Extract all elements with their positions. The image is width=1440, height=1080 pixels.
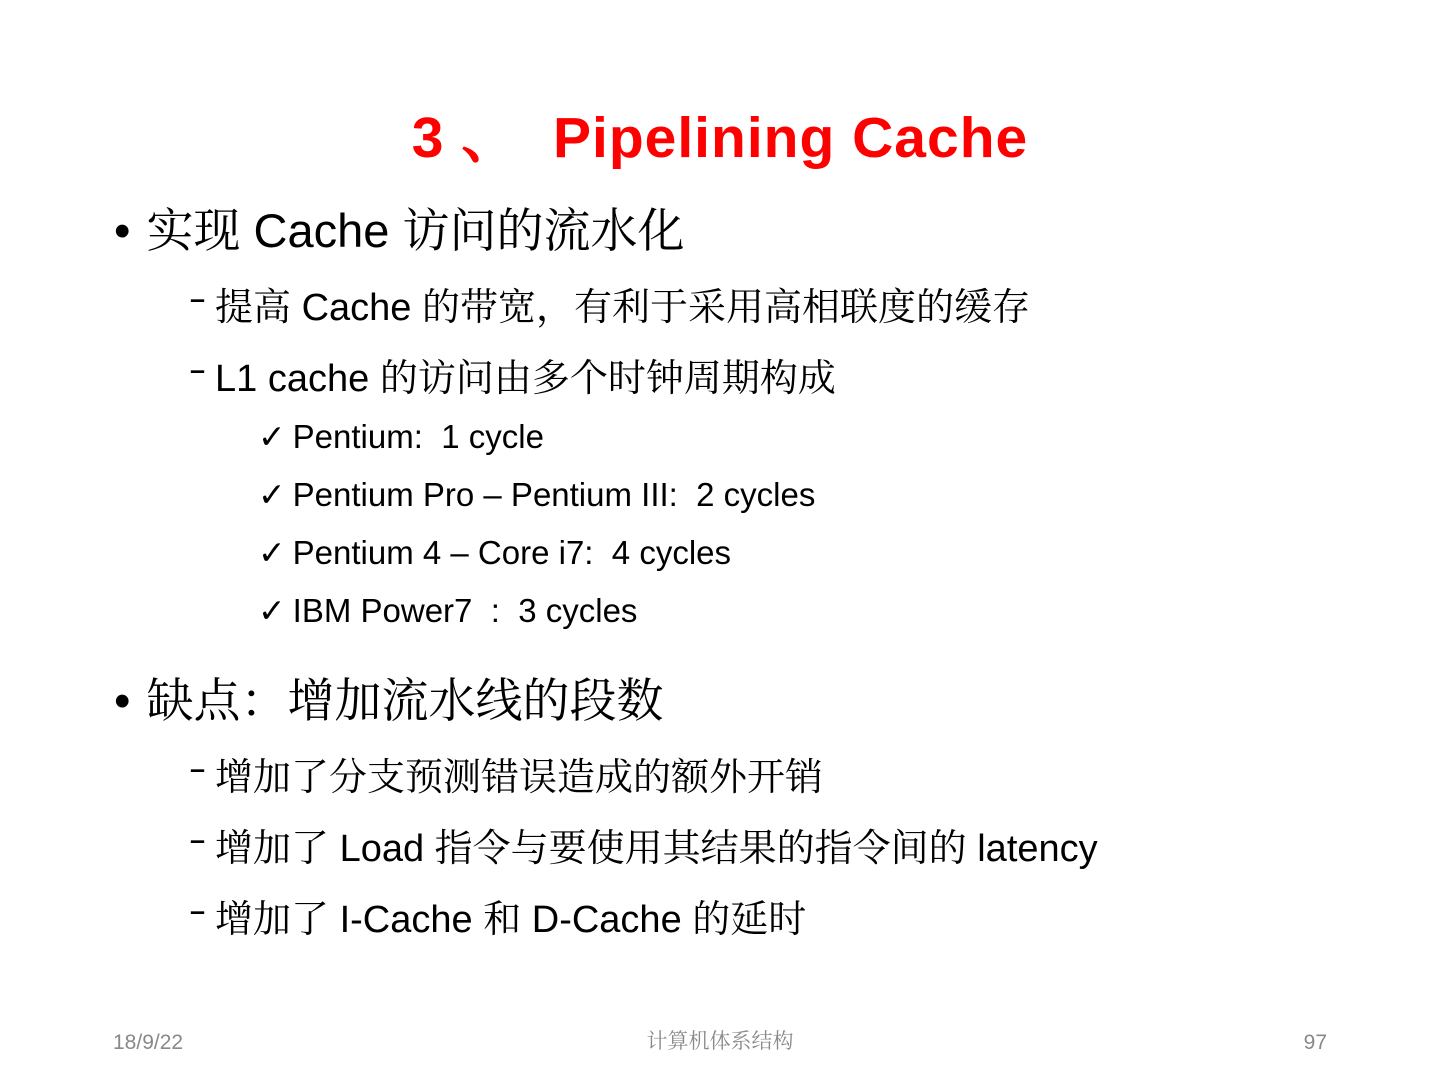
bullet-dot-icon: • [114,204,131,257]
sub-bullet-item [190,351,1380,408]
check-item-text: IBM Power7 : 3 cycles [292,592,638,629]
checkmark-icon: ✓ [258,476,286,513]
sub-bullet-item [190,892,1380,949]
slide-title: 3 、 Pipelining Cache [411,106,1029,170]
dash-icon: – [190,355,206,385]
bullet-group-2 [110,666,1380,949]
sub-bullet-item [190,750,1380,807]
sub-bullet-item [190,821,1380,878]
footer-date: 18/9/22 [113,1031,184,1054]
bullet-text: 实现 Cache 访问的流水化 [146,204,685,257]
sub-bullet-text: 提高 Cache 的带宽，有利于采用高相联度的缓存 [215,287,1030,329]
checkmark-icon: ✓ [258,534,286,571]
check-item [258,408,1380,466]
sub-bullet-text: 增加了分支预测错误造成的额外开销 [215,757,824,799]
bullet-text: 缺点：增加流水线的段数 [146,674,664,727]
sub-bullet-text: 增加了 Load 指令与要使用其结果的指令间的 latency [215,828,1098,870]
sub-bullet-item [190,280,1380,337]
check-item-text: Pentium: 1 cycle [292,418,544,455]
dash-icon: – [190,896,206,926]
footer-page-number: 97 [1303,1031,1327,1054]
sub-bullet-text: L1 cache 的访问由多个时钟周期构成 [215,358,836,400]
checkmark-icon: ✓ [258,418,286,455]
footer-course-title: 计算机体系结构 [646,1030,794,1053]
check-item-text: Pentium 4 – Core i7: 4 cycles [292,534,732,571]
check-item [258,466,1380,524]
checkmark-icon: ✓ [258,592,286,629]
sub-bullet-text: 增加了 I-Cache 和 D-Cache 的延时 [215,899,807,941]
check-item-text: Pentium Pro – Pentium III: 2 cycles [292,476,816,513]
bullet-item [110,666,1380,736]
check-item [258,582,1380,640]
check-item [258,524,1380,582]
dash-icon: – [190,754,206,784]
bullet-dot-icon: • [114,674,131,727]
dash-icon: – [190,825,206,855]
slide-body [110,196,1380,949]
dash-icon: – [190,284,206,314]
bullet-group-1 [110,196,1380,640]
bullet-item [110,196,1380,266]
